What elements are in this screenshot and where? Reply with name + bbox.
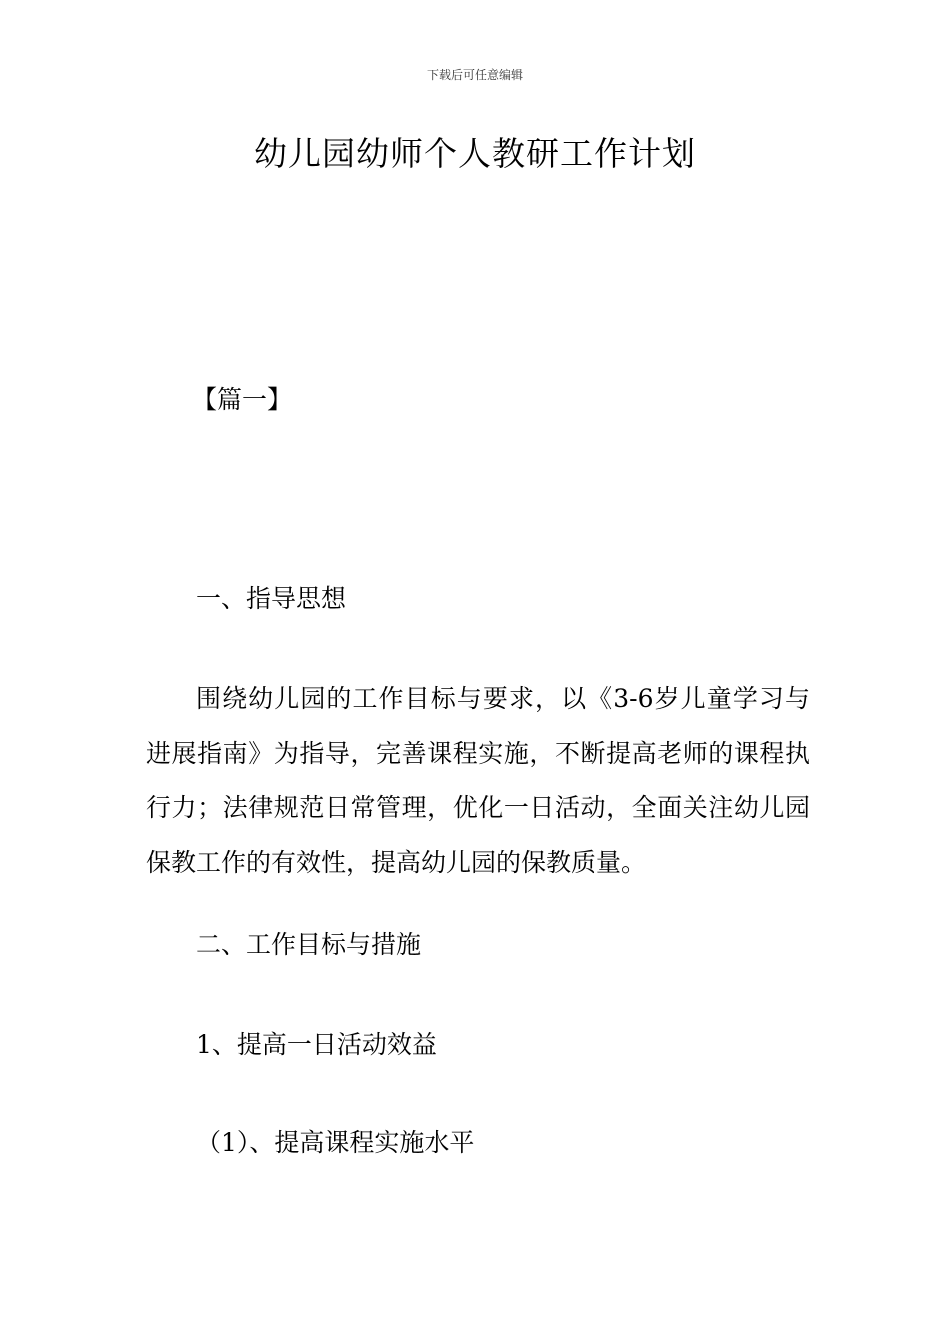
document-title: 幼儿园幼师个人教研工作计划: [254, 134, 696, 173]
guiding-ideology-paragraph: 围绕幼儿园的工作目标与要求，以《3-6岁儿童学习与进展指南》为指导，完善课程实施，不断提高老师的课程执行力；法律规范日常管理，优化一日活动，全面关注幼儿园保教工作的有效性，提高幼儿园的保教质量。: [146, 684, 810, 877]
section-marker: 【篇一】: [192, 385, 293, 414]
section-heading-guiding-ideology: 一、指导思想: [196, 584, 347, 613]
header-note: 下载后可任意编辑: [426, 68, 523, 82]
subheading-curriculum-implementation: （1）、提高课程实施水平: [196, 1128, 475, 1157]
subheading-daily-activity-efficiency: 1、提高一日活动效益: [196, 1030, 437, 1059]
section-heading-goals-measures: 二、工作目标与措施: [196, 930, 422, 959]
